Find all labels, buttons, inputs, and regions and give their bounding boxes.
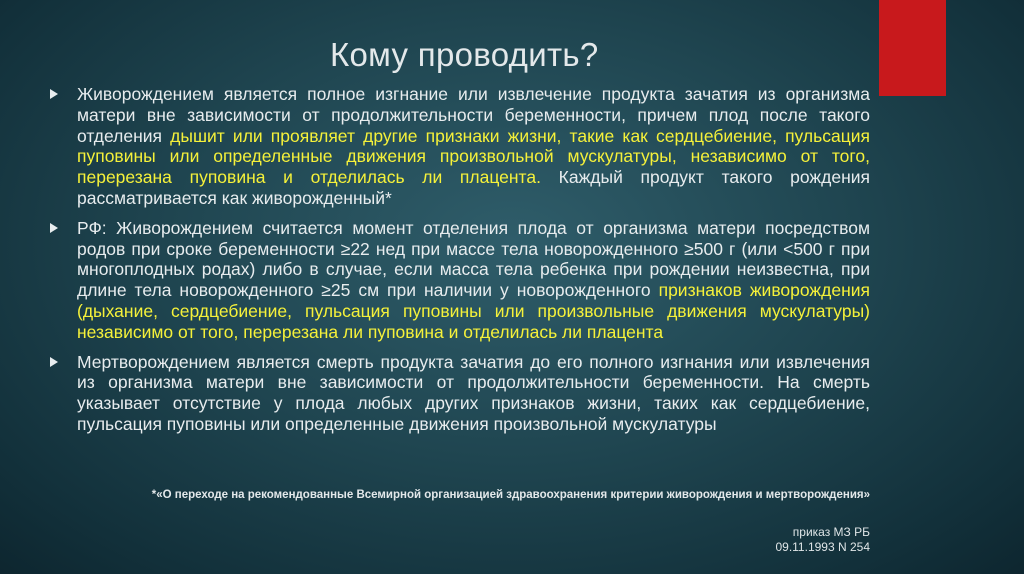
bullet-text: Мертворождением является смерть продукта зачатия до его полного изгнания или извлечения из организма матери вне зависимости от продолжительности беременности. На смерть указывает отсутствие у плода любых других признаков жизни, таких как сердцебиение, пульсация пуповины или определенные движения произвольной мускулатуры xyxy=(77,351,870,434)
bullet-arrow-icon xyxy=(50,89,58,99)
bullet-live-birth-rf xyxy=(50,218,870,343)
bullet-text-end: Каждый продукт такого рождения рассматривается как живорожденный* xyxy=(77,167,870,208)
slide-title: Кому проводить? xyxy=(330,36,599,73)
bullet-live-birth-who xyxy=(50,84,870,209)
accent-bar xyxy=(879,0,946,96)
bullet-text: РФ: Живорождением считается момент отделения плода от организма матери посредством родов при сроке беременности ≥22 нед при массе тела новорожденного ≥500 г (или <500 г при многоплодных родах) либо в случае, если масса тела ребенка при рождении неизвестна, при длине тела новорожденного ≥25 см при наличии у новорожденного xyxy=(77,217,870,301)
bullet-highlight-text: дышит или проявляет другие признаки жизни, такие как сердцебиение, пульсация пуповины или определенные движения произвольной мускулатуры, независимо от того, перерезана пуповина и отделилась ли плацента. xyxy=(77,125,870,188)
order-line-1: приказ МЗ РБ xyxy=(792,525,870,539)
bullet-stillbirth xyxy=(50,352,870,435)
footnote: *«О переходе на рекомендованные Всемирной организацией здравоохранения критерии живорождения и мертворождения» xyxy=(151,489,870,501)
order-reference xyxy=(775,525,870,555)
bullet-text: Живорождением является полное изгнание или извлечение продукта зачатия из организма матери вне зависимости от продолжительности беременности, причем плод после такого отделения xyxy=(77,84,870,146)
bullet-highlight-text: признаков живорождения (дыхание, сердцебиение, пульсация пуповины или произвольные движения мускулатуры) независимо от того, перерезана ли пуповина и отделилась ли плацента xyxy=(77,280,870,342)
bullet-arrow-icon xyxy=(50,223,58,233)
order-line-2: 09.11.1993 N 254 xyxy=(775,540,870,554)
bullet-list xyxy=(50,84,870,444)
bullet-arrow-icon xyxy=(50,357,58,367)
